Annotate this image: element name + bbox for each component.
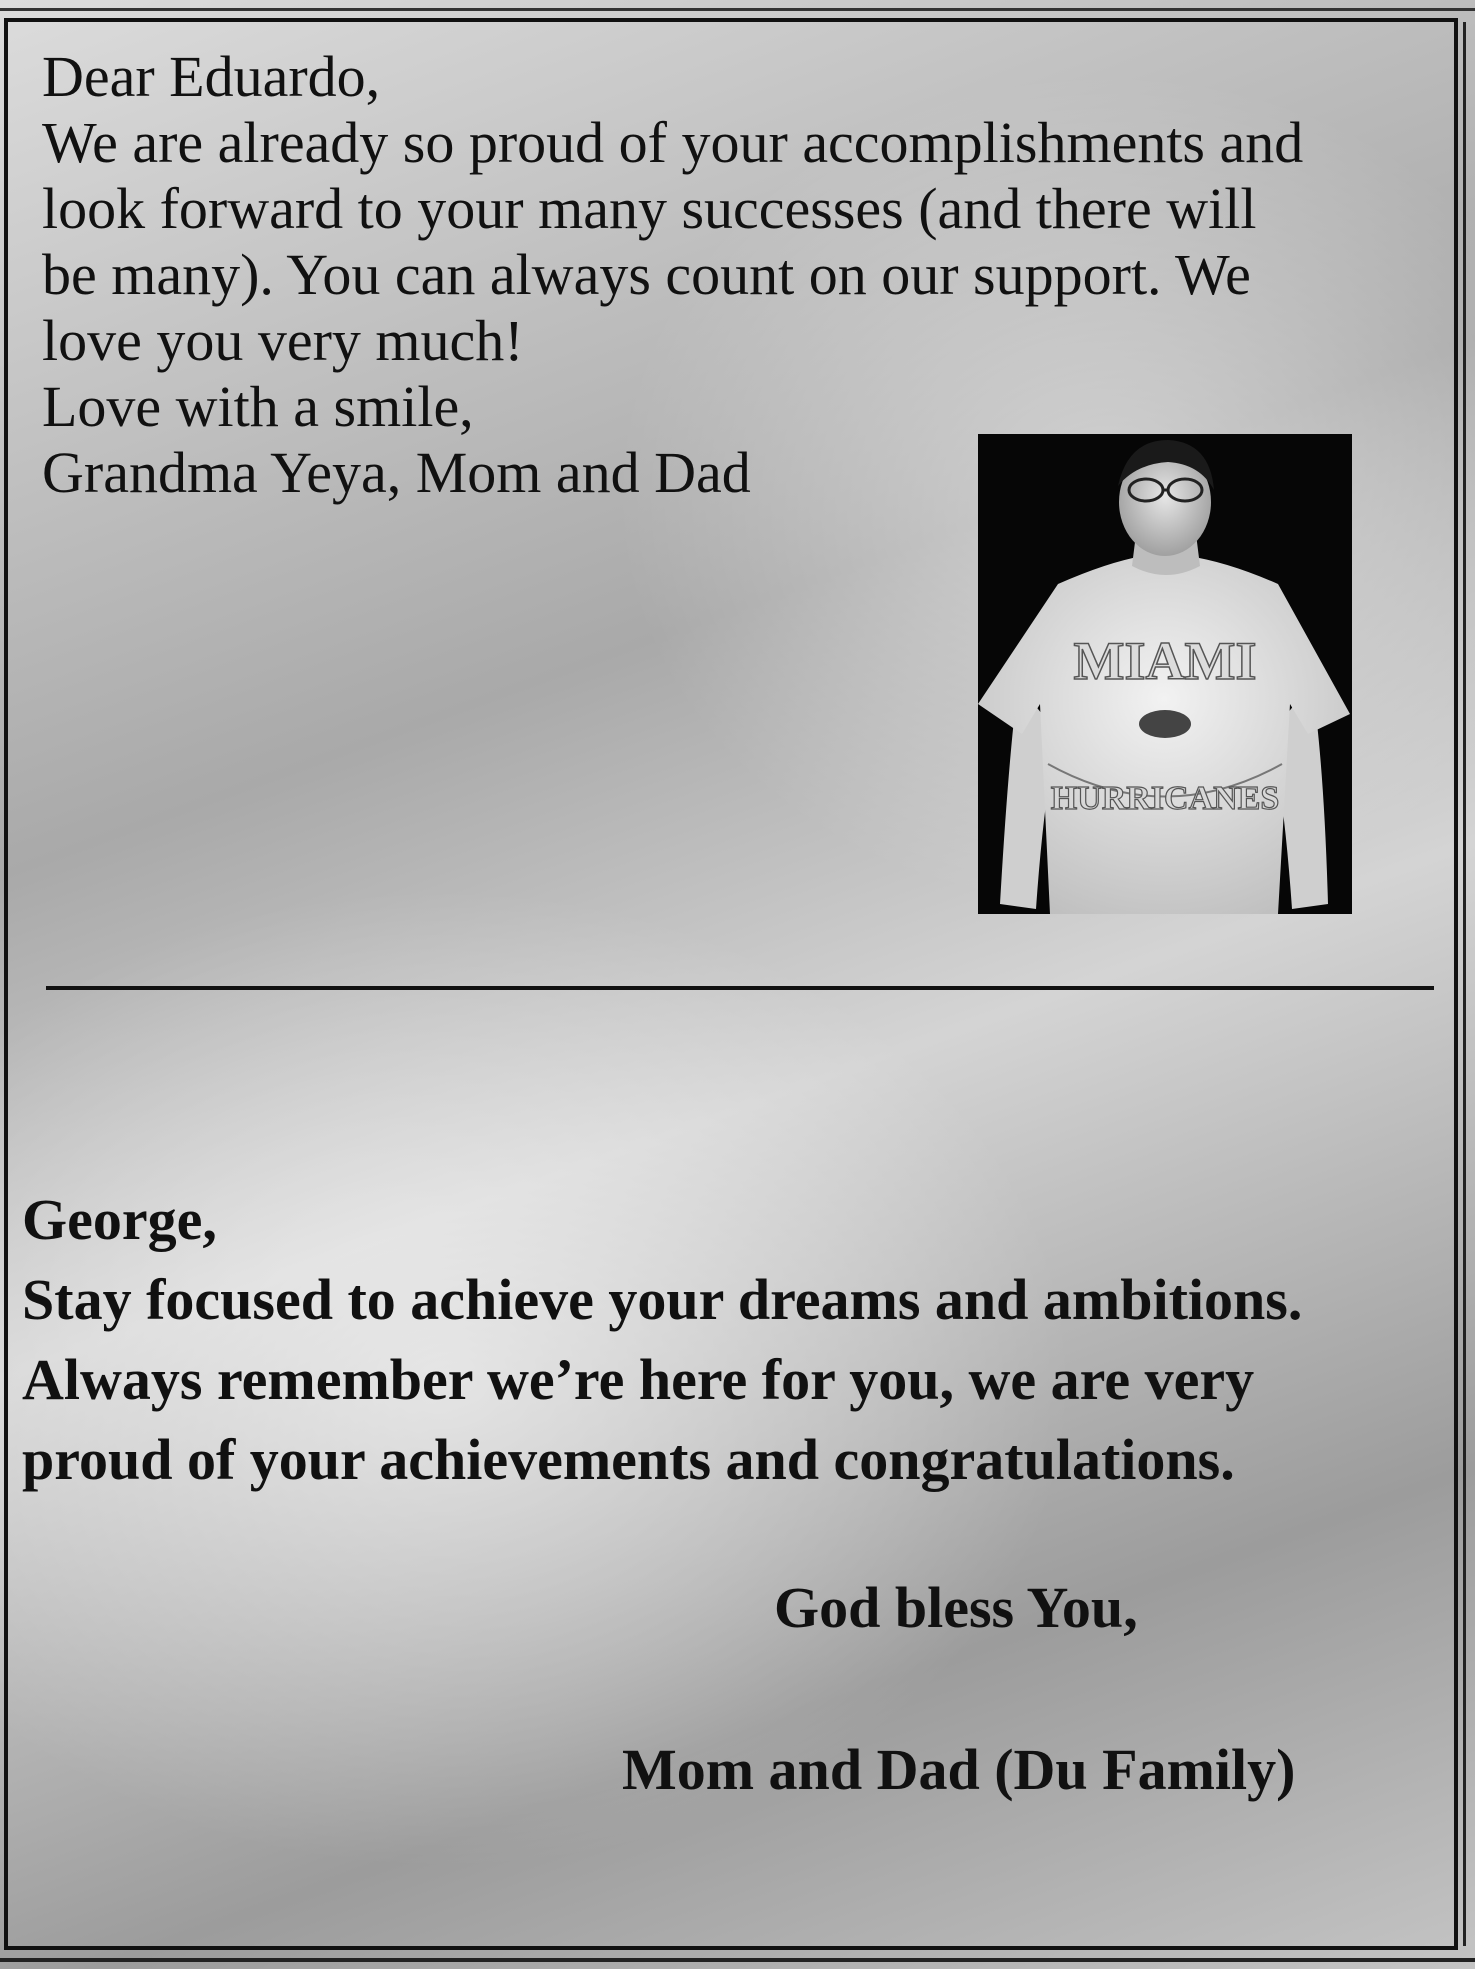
letter1-closing: Love with a smile,	[42, 374, 474, 439]
letter-to-george	[22, 1180, 1462, 1500]
letter2-salutation: George,	[22, 1187, 217, 1252]
letter1-line: We are already so proud of your accomplishments and	[42, 110, 1304, 175]
letter2-line: proud of your achievements and congratulations.	[22, 1427, 1235, 1492]
letter2-closing: God bless You,	[774, 1575, 1138, 1640]
letter1-line: look forward to your many successes (and there will	[42, 176, 1257, 241]
portrait-illustration	[978, 434, 1352, 914]
top-rule	[0, 8, 1475, 11]
shirt-text-miami: MIAMI	[1073, 631, 1257, 691]
letter1-salutation: Dear Eduardo,	[42, 44, 381, 109]
letter2-signature: Mom and Dad (Du Family)	[622, 1737, 1296, 1802]
letter2-line: Always remember we’re here for you, we are very	[22, 1347, 1255, 1412]
bottom-rule	[0, 1958, 1475, 1962]
letter1-signature: Grandma Yeya, Mom and Dad	[42, 440, 751, 505]
section-divider	[46, 986, 1434, 990]
letter2-line: Stay focused to achieve your dreams and ambitions.	[22, 1267, 1303, 1332]
letter1-line: love you very much!	[42, 308, 524, 373]
portrait-photo	[978, 434, 1352, 914]
letter1-line: be many). You can always count on our support. We	[42, 242, 1251, 307]
shirt-text-hurricanes: HURRICANES	[1050, 780, 1280, 817]
